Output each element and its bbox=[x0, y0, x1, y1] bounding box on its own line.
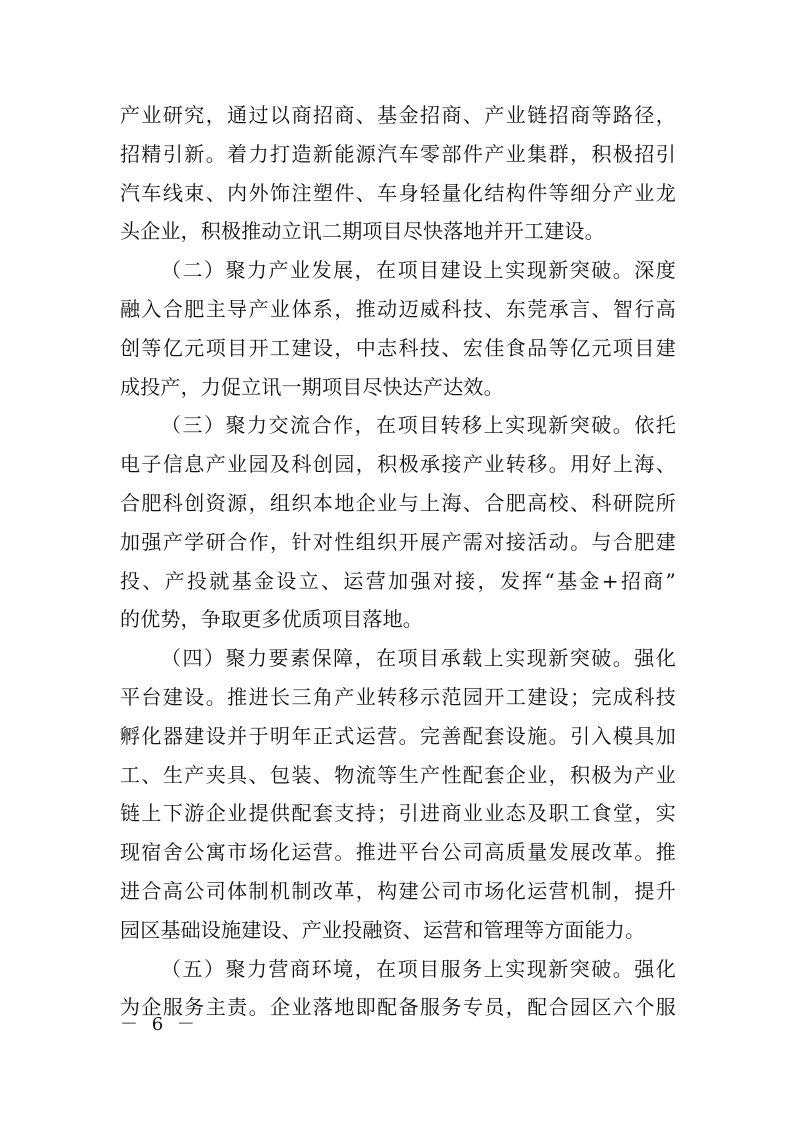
text-line: 孵化器建设并于明年正式运营。完善配套设施。引入模具加 bbox=[120, 723, 676, 748]
text-line: 为企服务主责。企业落地即配备服务专员，配合园区六个服 bbox=[120, 995, 676, 1020]
paragraph-first-line: （四）聚力要素保障，在项目承载上实现新突破。强化 bbox=[161, 646, 676, 671]
page-number: － 6 － bbox=[120, 1014, 199, 1035]
text-line: 汽车线束、内外饰注塑件、车身轻量化结构件等细分产业龙 bbox=[120, 180, 676, 205]
body-text bbox=[120, 96, 676, 1027]
text-line: 平台建设。推进长三角产业转移示范园开工建设；完成科技 bbox=[120, 684, 676, 709]
text-line: 头企业，积极推动立讯二期项目尽快落地并开工建设。 bbox=[120, 219, 605, 244]
text-line: 进合高公司体制机制改革，构建公司市场化运营机制，提升 bbox=[120, 878, 676, 903]
text-line: 现宿舍公寓市场化运营。推进平台公司高质量发展改革。推 bbox=[120, 840, 676, 865]
text-line: 电子信息产业园及科创园，积极承接产业转移。用好上海、 bbox=[120, 452, 676, 477]
text-line: 工、生产夹具、包装、物流等生产性配套企业，积极为产业 bbox=[120, 762, 676, 787]
text-line: 合肥科创资源，组织本地企业与上海、合肥高校、科研院所 bbox=[120, 490, 676, 515]
text-line: 投、产投就基金设立、运营加强对接，发挥“基金+招商” bbox=[120, 568, 676, 593]
paragraph-first-line: （三）聚力交流合作，在项目转移上实现新突破。依托 bbox=[161, 413, 676, 438]
text-line: 的优势，争取更多优质项目落地。 bbox=[120, 607, 423, 632]
paragraph-first-line: （二）聚力产业发展，在项目建设上实现新突破。深度 bbox=[161, 258, 676, 283]
text-line: 招精引新。着力打造新能源汽车零部件产业集群，积极招引 bbox=[120, 141, 676, 166]
text-line: 成投产，力促立讯一期项目尽快达产达效。 bbox=[120, 374, 504, 399]
text-line: 融入合肥主导产业体系，推动迈威科技、东莞承言、智行高 bbox=[120, 296, 676, 321]
text-line: 加强产学研合作，针对性组织开展产需对接活动。与合肥建 bbox=[120, 529, 676, 554]
paragraph-first-line: （五）聚力营商环境，在项目服务上实现新突破。强化 bbox=[161, 956, 676, 981]
text-line: 产业研究，通过以商招商、基金招商、产业链招商等路径， bbox=[120, 103, 676, 127]
text-line: 创等亿元项目开工建设，中志科技、宏佳食品等亿元项目建 bbox=[120, 335, 676, 360]
text-line: 链上下游企业提供配套支持；引进商业业态及职工食堂，实 bbox=[120, 801, 676, 826]
text-line: 园区基础设施建设、产业投融资、运营和管理等方面能力。 bbox=[120, 917, 646, 942]
